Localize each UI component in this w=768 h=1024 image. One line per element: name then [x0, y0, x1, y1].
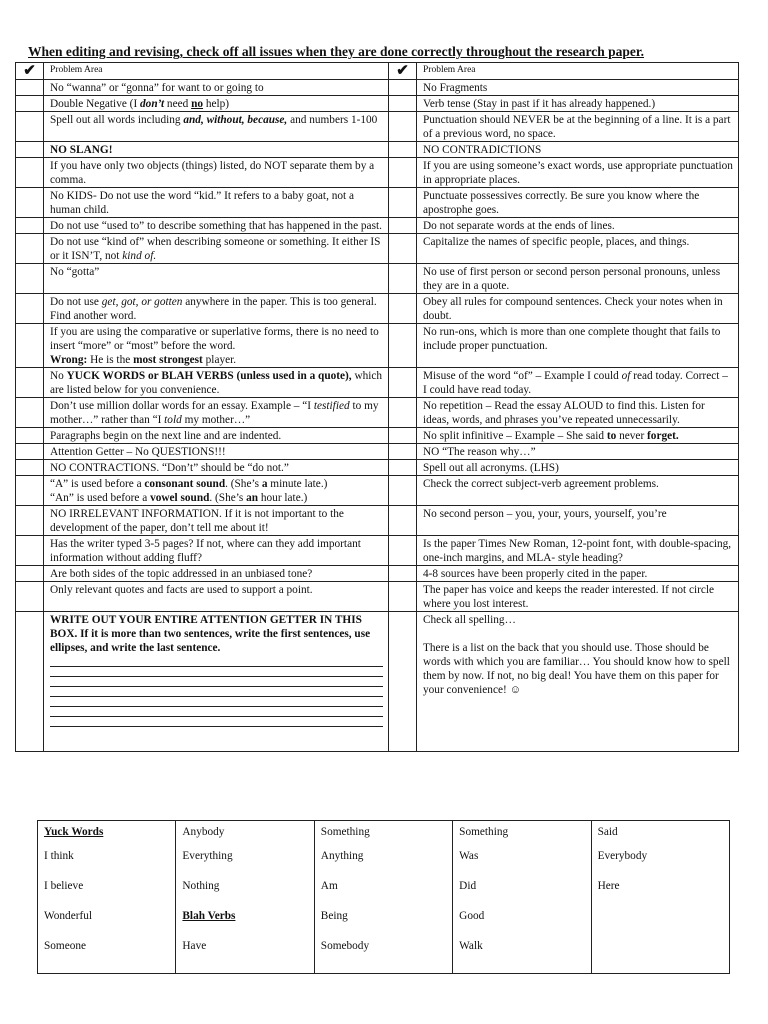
problem-text-right: NO “The reason why…” — [417, 444, 739, 460]
problem-text-left: If you have only two objects (things) listed, do NOT separate them by a comma. — [44, 158, 389, 188]
word-item: Have — [182, 940, 207, 952]
checkbox-cell[interactable] — [389, 460, 417, 476]
problem-text-right: The paper has voice and keeps the reader interested. If not circle where you lost interest. — [417, 582, 739, 612]
problem-text-left: No KIDS- Do not use the word “kid.” It refers to a baby goat, not a human child. — [44, 188, 389, 218]
spelling-check-note: There is a list on the back that you should use. Those should be words with which you are familiar… You should know how to spell them by now. If not, no big deal! You have them on this paper for your convenience! ☺ — [423, 642, 730, 696]
checkbox-cell[interactable] — [389, 158, 417, 188]
checkbox-cell[interactable] — [389, 506, 417, 536]
checkbox-cell[interactable] — [389, 324, 417, 368]
writing-line — [50, 667, 383, 677]
checkbox-cell[interactable] — [389, 536, 417, 566]
checkbox-cell[interactable] — [16, 188, 44, 218]
attention-getter-box[interactable] — [44, 612, 389, 752]
spelling-check-heading: Check all spelling… — [423, 614, 516, 626]
problem-text-left: “A” is used before a consonant sound. (She’s a minute late.) “An” is used before a vowel sound. (She’s an hour late.) — [44, 476, 389, 506]
checklist-row — [16, 398, 739, 428]
problem-text-right: Punctuate possessives correctly. Be sure you know where the apostrophe goes. — [417, 188, 739, 218]
checkbox-cell[interactable] — [389, 112, 417, 142]
word-item: Nothing — [182, 880, 220, 892]
problem-text-right: No use of first person or second person personal pronouns, unless they are in a quote. — [417, 264, 739, 294]
word-item: Everybody — [597, 850, 648, 862]
word-item: I think — [44, 850, 74, 862]
checklist-row — [16, 188, 739, 218]
word-column — [591, 821, 729, 974]
checklist-row — [16, 80, 739, 96]
checkbox-cell[interactable] — [389, 294, 417, 324]
problem-text-right: Misuse of the word “of” – Example I could of read today. Correct – I could have read today. — [417, 368, 739, 398]
checkbox-cell[interactable] — [389, 444, 417, 460]
problem-text-left: Don’t use million dollar words for an essay. Example – “I testified to my mother…” rather than “I told my mother…” — [44, 398, 389, 428]
writing-lines[interactable] — [50, 657, 383, 727]
problem-text-left: No YUCK WORDS or BLAH VERBS (unless used in a quote), which are listed below for you convenience. — [44, 368, 389, 398]
checkbox-cell[interactable] — [389, 582, 417, 612]
problem-text-left: NO SLANG! — [44, 142, 389, 158]
problem-text-left: Spell out all words including and, without, because, and numbers 1-100 — [44, 112, 389, 142]
word-item: Here — [597, 880, 620, 892]
checkbox-cell[interactable] — [389, 566, 417, 582]
problem-text-right: Obey all rules for compound sentences. Check your notes when in doubt. — [417, 294, 739, 324]
problem-text-left: NO CONTRACTIONS. “Don’t” should be “do not.” — [44, 460, 389, 476]
checklist-row — [16, 428, 739, 444]
problem-text-left: No “wanna” or “gonna” for want to or going to — [44, 80, 389, 96]
checklist-row — [16, 234, 739, 264]
checkbox-cell[interactable] — [16, 566, 44, 582]
checkbox-cell[interactable] — [389, 264, 417, 294]
checkbox-cell[interactable] — [16, 142, 44, 158]
checklist-row — [16, 324, 739, 368]
word-item: Am — [320, 880, 338, 892]
checkbox-cell[interactable] — [16, 264, 44, 294]
writing-line — [50, 697, 383, 707]
writing-line — [50, 687, 383, 697]
checklist-row — [16, 506, 739, 536]
check-column-header — [389, 63, 417, 80]
word-item: Said — [597, 826, 618, 838]
word-item — [598, 939, 723, 969]
word-item: Anything — [320, 850, 364, 862]
writing-line — [50, 717, 383, 727]
checkbox-cell[interactable] — [389, 612, 417, 752]
checklist-row — [16, 368, 739, 398]
checkbox-cell[interactable] — [16, 368, 44, 398]
checklist-row — [16, 218, 739, 234]
problem-text-left: Attention Getter – No QUESTIONS!!! — [44, 444, 389, 460]
problem-text-right: If you are using someone’s exact words, use appropriate punctuation in appropriate places. — [417, 158, 739, 188]
problem-text-left: Only relevant quotes and facts are used to support a point. — [44, 582, 389, 612]
problem-text-right: Is the paper Times New Roman, 12-point font, with double-spacing, one-inch margins, and MLA- style heading? — [417, 536, 739, 566]
spelling-check-text — [417, 612, 739, 752]
word-item: Was — [459, 850, 479, 862]
problem-text-right: No run-ons, which is more than one complete thought that fails to include proper punctuation. — [417, 324, 739, 368]
problem-text-right: Verb tense (Stay in past if it has already happened.) — [417, 96, 739, 112]
checklist-row — [16, 476, 739, 506]
problem-text-left: Do not use “kind of” when describing someone or something. It either IS or it ISN’T, not kind of. — [44, 234, 389, 264]
word-item: Something — [459, 826, 509, 838]
checkbox-cell[interactable] — [16, 234, 44, 264]
checkbox-cell[interactable] — [389, 368, 417, 398]
problem-text-right: No second person – you, your, yours, yourself, you’re — [417, 506, 739, 536]
problem-text-right: 4-8 sources have been properly cited in the paper. — [417, 566, 739, 582]
checkbox-cell[interactable] — [389, 428, 417, 444]
word-list-table — [37, 820, 730, 974]
checkbox-cell[interactable] — [16, 398, 44, 428]
checkbox-cell[interactable] — [389, 80, 417, 96]
word-item: Blah Verbs — [182, 910, 236, 922]
problem-text-right: Do not separate words at the ends of lines. — [417, 218, 739, 234]
checkbox-cell[interactable] — [389, 398, 417, 428]
checkbox-cell[interactable] — [16, 96, 44, 112]
word-item: Did — [459, 880, 477, 892]
checkbox-cell[interactable] — [16, 460, 44, 476]
checklist-row — [16, 582, 739, 612]
checklist-row — [16, 264, 739, 294]
word-column — [453, 821, 591, 974]
problem-text-right: Punctuation should NEVER be at the beginning of a line. It is a part of a previous word, no space. — [417, 112, 739, 142]
problem-text-left: Has the writer typed 3-5 pages? If not, where can they add important information without adding fluff? — [44, 536, 389, 566]
word-item: Everything — [182, 850, 233, 862]
checkbox-cell[interactable] — [16, 506, 44, 536]
problem-text-right: Capitalize the names of specific people, places, and things. — [417, 234, 739, 264]
checklist-row — [16, 536, 739, 566]
problem-text-left: Do not use get, got, or gotten anywhere in the paper. This is too general. Find another word. — [44, 294, 389, 324]
checklist-header-row — [16, 63, 739, 80]
checkbox-cell[interactable] — [389, 142, 417, 158]
problem-text-right: Spell out all acronyms. (LHS) — [417, 460, 739, 476]
word-item: Someone — [44, 940, 87, 952]
checkbox-cell[interactable] — [16, 536, 44, 566]
problem-text-right: Check the correct subject-verb agreement problems. — [417, 476, 739, 506]
checkbox-cell[interactable] — [16, 218, 44, 234]
word-item: I believe — [44, 880, 84, 892]
problem-area-header-left: Problem Area — [44, 63, 389, 80]
checkbox-cell[interactable] — [16, 112, 44, 142]
word-item — [598, 909, 723, 939]
problem-text-right: No repetition – Read the essay ALOUD to find this. Listen for ideas, words, and phrases you’ve repeated unnecessarily. — [417, 398, 739, 428]
checkbox-cell[interactable] — [16, 428, 44, 444]
word-item: Being — [320, 910, 348, 922]
writing-line — [50, 657, 383, 667]
word-item: Good — [459, 910, 485, 922]
checklist-row — [16, 158, 739, 188]
check-column-header — [16, 63, 44, 80]
checklist-row — [16, 460, 739, 476]
problem-text-left: Do not use “used to” to describe something that has happened in the past. — [44, 218, 389, 234]
problem-text-left: No “gotta” — [44, 264, 389, 294]
checkbox-cell[interactable] — [389, 234, 417, 264]
problem-text-right: No split infinitive – Example – She said to never forget. — [417, 428, 739, 444]
word-item: Anybody — [182, 826, 225, 838]
check-icon: ✔ — [23, 63, 36, 79]
problem-area-header-right: Problem Area — [417, 63, 739, 80]
checkbox-cell[interactable] — [389, 188, 417, 218]
checklist-row — [16, 444, 739, 460]
checkbox-cell[interactable] — [16, 476, 44, 506]
checkbox-cell[interactable] — [16, 612, 44, 752]
check-icon: ✔ — [396, 63, 409, 79]
checkbox-cell[interactable] — [16, 582, 44, 612]
problem-text-left: If you are using the comparative or superlative forms, there is no need to insert “more” or “most” before the word. Wrong: He is the most strongest player. — [44, 324, 389, 368]
word-column — [176, 821, 314, 974]
word-item: Somebody — [320, 940, 370, 952]
problem-text-left: NO IRRELEVANT INFORMATION. If it is not important to the development of the paper, don’t tell me about it! — [44, 506, 389, 536]
checkbox-cell[interactable] — [16, 80, 44, 96]
word-item: Yuck Words — [44, 826, 104, 838]
writing-line — [50, 707, 383, 717]
checklist-table — [15, 62, 739, 752]
checklist-row — [16, 96, 739, 112]
checkbox-cell[interactable] — [16, 158, 44, 188]
word-item: Wonderful — [44, 910, 93, 922]
checkbox-cell[interactable] — [389, 476, 417, 506]
problem-text-right: NO CONTRADICTIONS — [417, 142, 739, 158]
checkbox-cell[interactable] — [389, 218, 417, 234]
checkbox-cell[interactable] — [16, 444, 44, 460]
problem-text-right: No Fragments — [417, 80, 739, 96]
checkbox-cell[interactable] — [389, 96, 417, 112]
word-item: Walk — [459, 940, 483, 952]
attention-getter-row — [16, 612, 739, 752]
checklist-row — [16, 142, 739, 158]
checklist-row — [16, 112, 739, 142]
attention-getter-instructions: WRITE OUT YOUR ENTIRE ATTENTION GETTER IN THIS BOX. If it is more than two sentences, write the first sentences, use ellipses, and write the last sentence. — [50, 614, 371, 654]
word-item: Something — [320, 826, 370, 838]
problem-text-left: Double Negative (I don’t need no help) — [44, 96, 389, 112]
word-column — [38, 821, 176, 974]
checkbox-cell[interactable] — [16, 294, 44, 324]
checklist-row — [16, 566, 739, 582]
checklist-row — [16, 294, 739, 324]
checkbox-cell[interactable] — [16, 324, 44, 368]
problem-text-left: Paragraphs begin on the next line and are indented. — [44, 428, 389, 444]
word-column — [314, 821, 452, 974]
problem-text-left: Are both sides of the topic addressed in an unbiased tone? — [44, 566, 389, 582]
writing-line — [50, 677, 383, 687]
page-title: When editing and revising, check off all issues when they are done correctly throughout the research paper. — [28, 44, 645, 59]
